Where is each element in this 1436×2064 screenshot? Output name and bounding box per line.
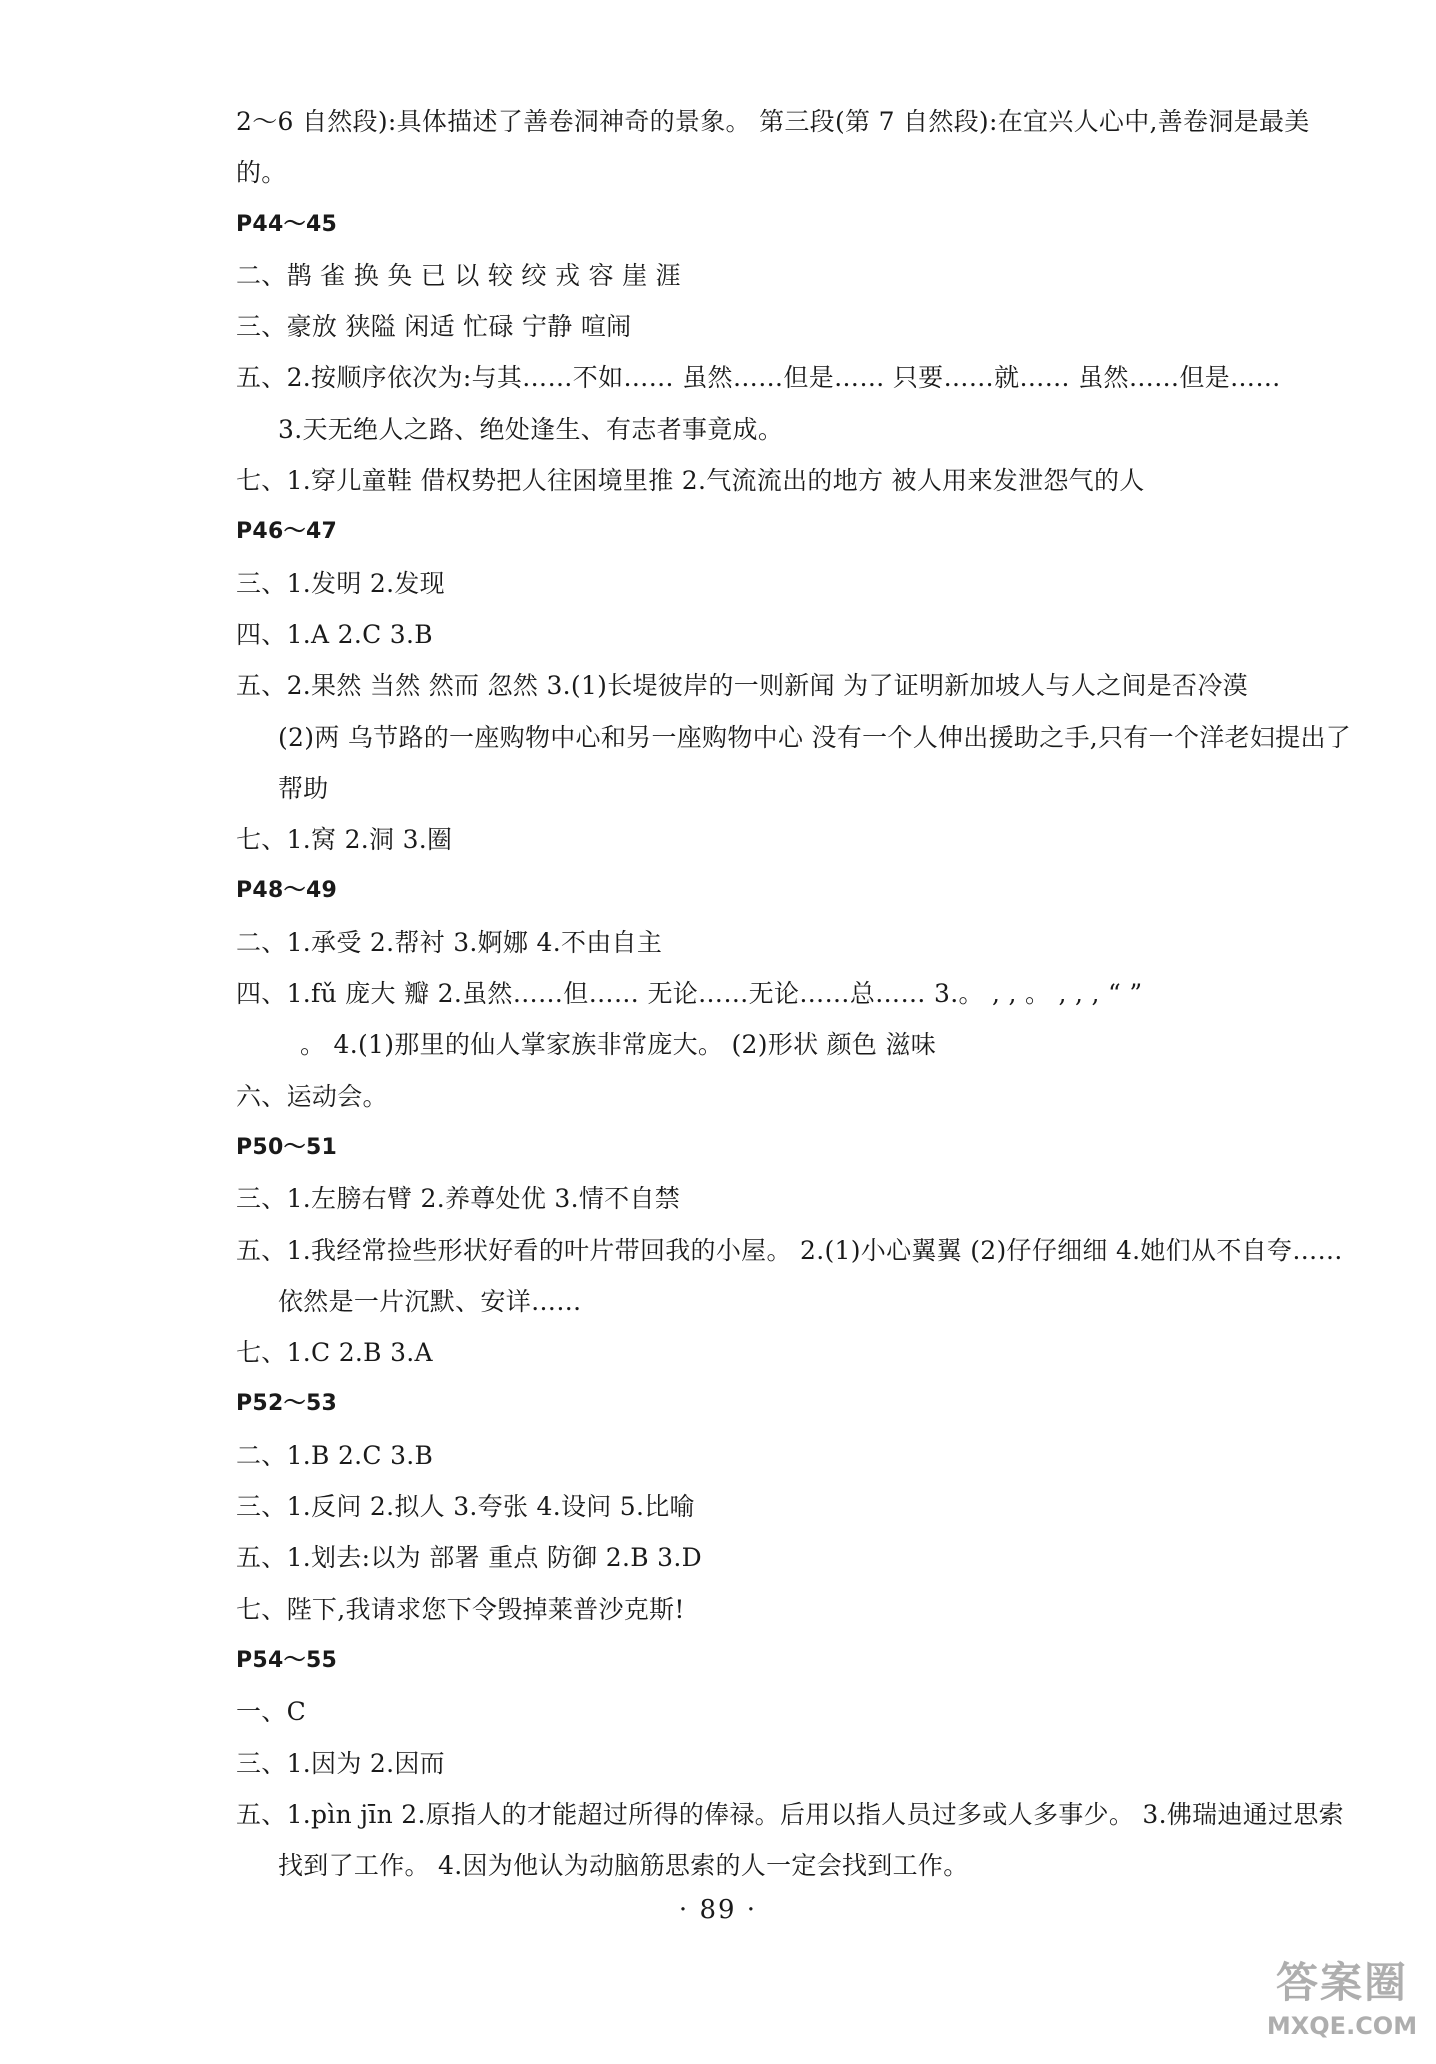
site-watermark	[1258, 1955, 1426, 2055]
answer-line: 帮助	[278, 773, 329, 803]
answer-line: 找到了工作。 4.因为他认为动脑筋思索的人一定会找到工作。	[278, 1851, 969, 1881]
answer-line: 的。	[236, 158, 287, 188]
answer-line: 五、2.果然 当然 然而 忽然 3.(1)长堤彼岸的一则新闻 为了证明新加坡人与人之间是否冷漠	[236, 671, 1248, 701]
section-heading: P48～49	[236, 878, 338, 904]
answer-content	[236, 96, 1386, 1891]
section-heading: P46～47	[236, 519, 338, 545]
section-heading: P52～53	[236, 1391, 338, 1417]
answer-line: 三、1.反问 2.拟人 3.夸张 4.设问 5.比喻	[236, 1492, 695, 1522]
answer-line: 依然是一片沉默、安详……	[278, 1286, 582, 1316]
answer-line: 二、1.承受 2.帮衬 3.婀娜 4.不由自主	[236, 927, 663, 957]
section-heading: P54～55	[236, 1647, 338, 1673]
answer-line: 五、1.pìn jīn 2.原指人的才能超过所得的俸禄。后用以指人员过多或人多事少。 3.佛瑞迪通过思索	[236, 1799, 1344, 1829]
answer-line: 四、1.A 2.C 3.B	[236, 619, 433, 649]
answer-line: 。 4.(1)那里的仙人掌家族非常庞大。 (2)形状 颜色 滋味	[300, 1030, 937, 1060]
answer-line: 三、1.左膀右臂 2.养尊处优 3.情不自禁	[236, 1184, 681, 1214]
watermark-logo-text: 答案圈	[1275, 1958, 1408, 2007]
answer-line: 三、1.发明 2.发现	[236, 568, 445, 598]
answer-line: 二、鹊 雀 换 奂 已 以 较 绞 戎 容 崖 涯	[236, 260, 681, 290]
answer-line: 七、1.穿儿童鞋 借权势把人往困境里推 2.气流流出的地方 被人用来发泄怨气的人	[236, 466, 1145, 496]
answer-line: 七、陛下,我请求您下令毁掉莱普沙克斯!	[236, 1594, 685, 1624]
answer-line: 三、豪放 狭隘 闲适 忙碌 宁静 喧闹	[236, 312, 632, 342]
answer-line: 五、1.我经常捡些形状好看的叶片带回我的小屋。 2.(1)小心翼翼 (2)仔仔细细 4.她们从不自夸……	[236, 1235, 1343, 1265]
answer-line: 四、1.fǔ 庞大 瓣 2.虽然……但…… 无论……无论……总…… 3.。 , , 。 , , , “ ”	[236, 979, 1143, 1009]
answer-line: 五、1.划去:以为 部署 重点 防御 2.B 3.D	[236, 1543, 702, 1573]
answer-line: 二、1.B 2.C 3.B	[236, 1440, 434, 1470]
answer-line: 2～6 自然段):具体描述了善卷洞神奇的景象。 第三段(第 7 自然段):在宜兴人心中,善卷洞是最美	[236, 107, 1310, 136]
section-heading: P50～51	[236, 1134, 338, 1160]
watermark-url: MXQE.COM	[1266, 2012, 1418, 2040]
answer-line: 五、2.按顺序依次为:与其……不如…… 虽然……但是…… 只要……就…… 虽然……但是……	[236, 363, 1281, 393]
answer-line: 3.天无绝人之路、绝处逢生、有志者事竟成。	[278, 414, 784, 444]
answer-line: 三、1.因为 2.因而	[236, 1748, 445, 1778]
section-heading: P44～45	[236, 211, 338, 237]
answer-line: 一、C	[236, 1697, 307, 1727]
answer-line: 六、运动会。	[236, 1081, 388, 1111]
answer-line: 七、1.C 2.B 3.A	[236, 1338, 433, 1368]
answer-line: 七、1.窝 2.洞 3.圈	[236, 825, 453, 855]
page-number: · 89 ·	[678, 1895, 758, 1925]
answer-line: (2)两 乌节路的一座购物中心和另一座购物中心 没有一个人伸出援助之手,只有一个洋老妇提出了	[278, 722, 1352, 752]
